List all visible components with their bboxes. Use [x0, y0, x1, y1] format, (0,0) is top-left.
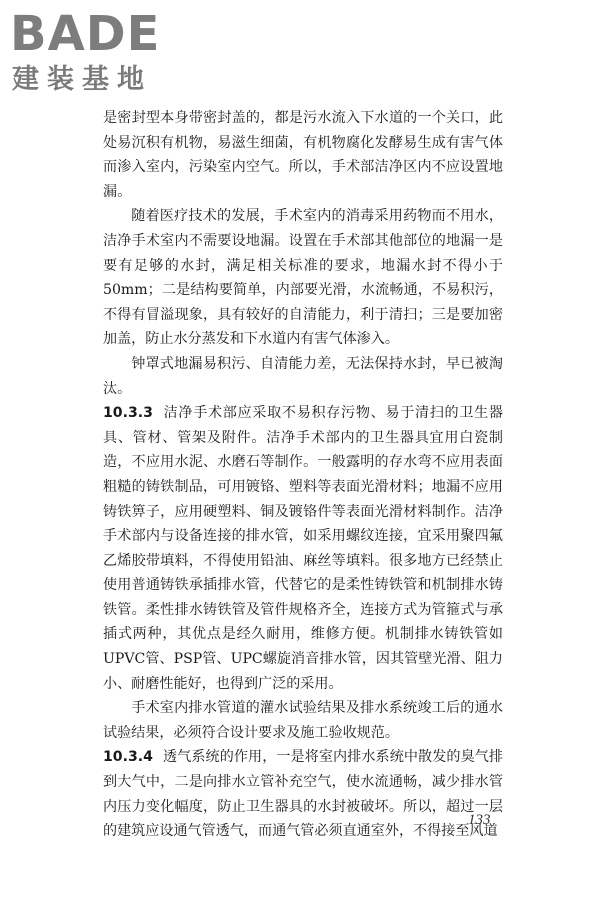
paragraph-5	[103, 696, 503, 745]
paragraph-2	[103, 204, 503, 352]
paragraph-text: 手术室内排水管道的灌水试验结果及排水系统竣工后的通水试验结果，必须符合设计要求及施工验收规范。	[103, 700, 503, 741]
paragraph-text: 钟罩式地漏易积污、自清能力差，无法保持水封，早已被淘汰。	[103, 355, 503, 397]
page-number: 133	[468, 812, 491, 828]
paragraph-text: 是密封型本身带密封盖的，都是污水流入下水道的一个关口，此处易沉积有机物，易滋生细菌，有机物腐化发酵易生成有害气体而渗入室内，污染室内空气。所以，手术部洁净区内不应设置地漏。	[103, 110, 503, 200]
section-10-3-3	[103, 401, 503, 696]
section-number: 10.3.4	[103, 749, 153, 766]
page-body	[103, 106, 503, 844]
paragraph-text: 随着医疗技术的发展，手术室内的消毒采用药物而不用水，洁净手术室内不需要设地漏。设置在手术部其他部位的地漏一是要有足够的水封，满足相关标准的要求，地漏水封不得小于50mm；二是结构要简单，内部要光滑，水流畅通，不易积污，不得有冒溢现象，具有较好的自清能力，利于清扫；三是要加密加盖，防止水分蒸发和下水道内有害气体渗入。	[103, 208, 503, 348]
logo	[10, 6, 180, 98]
logo-subtitle: 建装基地	[12, 64, 152, 95]
paragraph-1	[103, 106, 503, 204]
paragraph-text: 透气系统的作用，一是将室内排水系统中散发的臭气排到大气中，二是向排水立管补充空气，使水流通畅，减少排水管内压力变化幅度，防止卫生器具的水封被破坏。所以，超过一层的建筑应设通气管透气，而通气管必须直通室外，不得接至风道	[103, 749, 503, 840]
logo-wordmark: BADE	[10, 6, 161, 62]
section-number: 10.3.3	[103, 405, 153, 422]
paragraph-3	[103, 352, 503, 401]
section-10-3-4	[103, 745, 503, 843]
paragraph-text: 洁净手术部应采取不易积存污物、易于清扫的卫生器具、管材、管架及附件。洁净手术部内的卫生器具宜用白瓷制造，不应用水泥、水磨石等制作。一般露明的存水弯不应用表面粗糙的铸铁制品，可用镀铬、塑料等表面光滑材料；地漏不应用铸铁箅子，应用硬塑料、铜及镀铬件等表面光滑材料制作。洁净手术部内与设备连接的排水管，如采用螺纹连接，宜采用聚四氟乙烯胶带填料，不得使用铅油、麻丝等填料。很多地方已经禁止使用普通铸铁承插排水管，代替它的是柔性铸铁管和机制排水铸铁管。柔性排水铸铁管及管件规格齐全，连接方式为管箍式与承插式两种，其优点是经久耐用，维修方便。机制排水铸铁管如UPVC管、PSP管、UPC螺旋消音排水管，因其管壁光滑、阻力小、耐磨性能好，也得到广泛的采用。	[103, 405, 503, 692]
